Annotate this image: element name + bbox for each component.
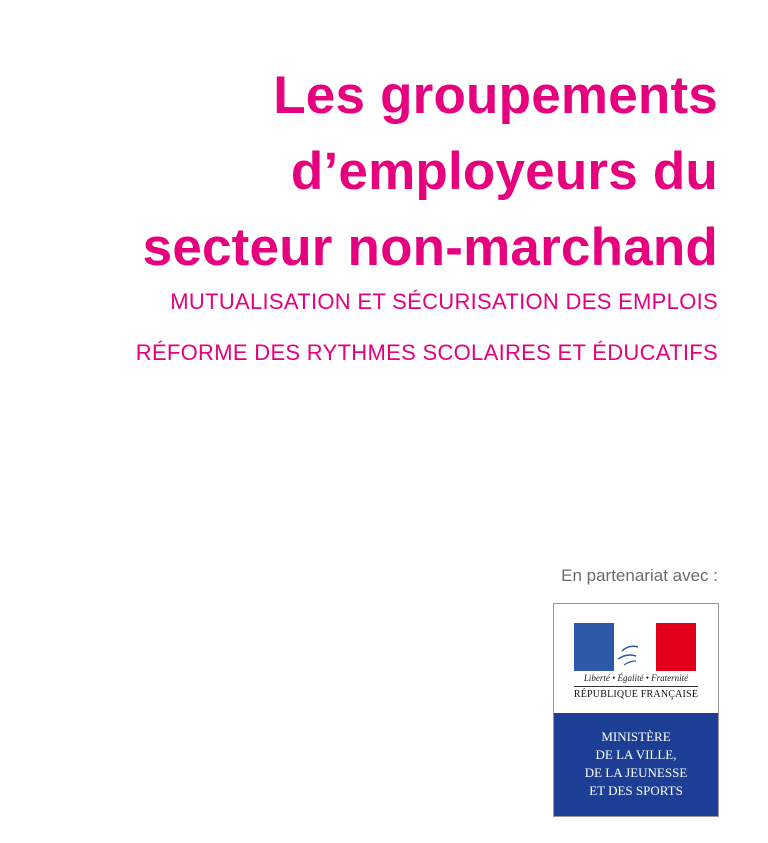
logo-divider <box>574 686 698 687</box>
partner-label: En partenariat avec : <box>561 566 718 585</box>
ministry-line-4: ET DES SPORTS <box>589 783 683 798</box>
ministry-line-2: DE LA VILLE, <box>595 747 677 762</box>
title-line-3: secteur non-marchand <box>142 218 718 277</box>
subtitle-mutualisation: MUTUALISATION ET SÉCURISATION DES EMPLOIS <box>170 289 718 314</box>
republic-motto: Liberté • Égalité • Fraternité <box>583 673 689 683</box>
ministry-box <box>554 713 718 816</box>
document-title <box>143 58 718 286</box>
marianne-flag-icon <box>574 623 696 671</box>
title-line-2: d’employeurs du <box>290 142 718 201</box>
ministry-line-3: DE LA JEUNESSE <box>584 765 688 780</box>
ministry-logo <box>553 603 719 817</box>
republic-name: RÉPUBLIQUE FRANÇAISE <box>573 689 699 700</box>
title-line-1: Les groupements <box>273 66 718 125</box>
ministry-line-1: MINISTÈRE <box>601 729 671 744</box>
subtitle-reforme: RÉFORME DES RYTHMES SCOLAIRES ET ÉDUCATIFS <box>135 340 718 365</box>
ministry-name <box>554 728 718 800</box>
